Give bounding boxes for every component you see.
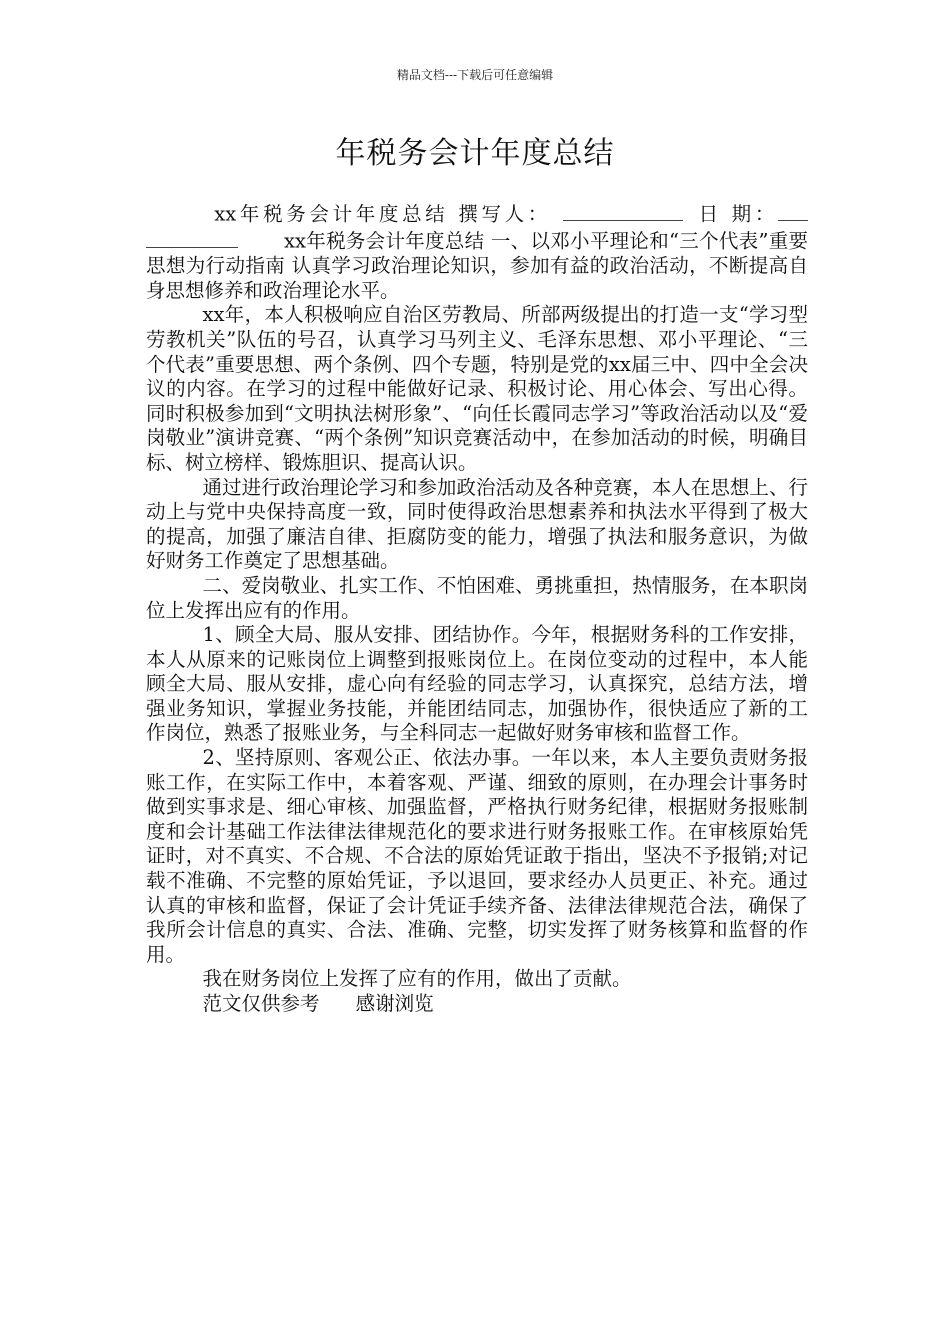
document-body (146, 200, 808, 1017)
paragraph-1: xx年，本人积极响应自治区劳教局、所部两级提出的打造一支“学习型劳教机关”队伍的号召，认真学习马列主义、毛泽东思想、邓小平理论、“三个代表”重要思想、两个条例、四个专题，特别是党的xx届三中、四中全会决议的内容。在学习的过程中能做好记录、积极讨论、用心体会、写出心得。同时积极参加到“文明执法树形象”、“向任长霞同志学习”等政治活动以及“爱岗敬业”演讲竞赛、“两个条例”知识竞赛活动中，在参加活动的时候，明确目标、树立榜样、锻炼胆识、提高认识。 (146, 303, 808, 474)
intro-author-label: xx年税务会计年度总结 撰写人： (214, 202, 551, 226)
paragraph-4: 1、顾全大局、服从安排、团结协作。今年，根据财务科的工作安排，本人从原来的记账岗位上调整到报账岗位上。在岗位变动的过程中，本人能顾全大局、服从安排，虚心向有经验的同志学习，认真探究，总结方法，增强业务知识，掌握业务技能，并能团结同志，加强协作，很快适应了新的工作岗位，熟悉了报账业务，与全科同志一起做好财务审核和监督工作。 (146, 623, 808, 745)
paragraph-3: 二、爱岗敬业、扎实工作、不怕困难、勇挑重担，热情服务，在本职岗位上发挥出应有的作用。 (146, 573, 808, 622)
date-blank-continued (146, 227, 238, 248)
paragraph-6: 我在财务岗位上发挥了应有的作用，做出了贡献。 (202, 967, 632, 991)
paragraph-5: 2、坚持原则、客观公正、依法办事。一年以来，本人主要负责财务报账工作，在实际工作中，本着客观、严谨、细致的原则，在办理会计事务时做到实事求是、细心审核、加强监督，严格执行财务纪律，根据财务报账制度和会计基础工作法律法律规范化的要求进行财务报账工作。在审核原始凭证时，对不真实、不合规、不合法的原始凭证敢于指出，坚决不予报销;对记载不准确、不完整的原始凭证，予以退回，要求经办人员更正、补充。通过认真的审核和监督，保证了会计凭证手续齐备、法律法律规范合法，确保了我所会计信息的真实、合法、准确、完整，切实发挥了财务核算和监督的作用。 (146, 746, 808, 966)
footer-right: 感谢浏览 (355, 992, 434, 1015)
intro-text: xx年税务会计年度总结 一、以邓小平理论和“三个代表”重要思想为行动指南 认真学习政治理论知识，参加有益的政治活动，不断提高自身思想修养和政治理论水平。 (146, 229, 808, 302)
footer-note (146, 992, 808, 1017)
document-title: 年税务会计年度总结 (335, 136, 615, 171)
paragraph-intro (146, 200, 808, 303)
header-note: 精品文档---下载后可任意编辑 (396, 68, 554, 82)
paragraph-2: 通过进行政治理论学习和参加政治活动及各种竞赛，本人在思想上、行动上与党中央保持高度一致，同时使得政治思想素养和执法水平得到了极大的提高，加强了廉洁自律、拒腐防变的能力，增强了执法和服务意识，为做好财务工作奠定了思想基础。 (146, 475, 808, 573)
footer-left: 范文仅供参考 (202, 992, 320, 1015)
author-blank (563, 200, 683, 221)
intro-date-label: 日 期： (694, 202, 778, 226)
date-blank (778, 200, 808, 221)
